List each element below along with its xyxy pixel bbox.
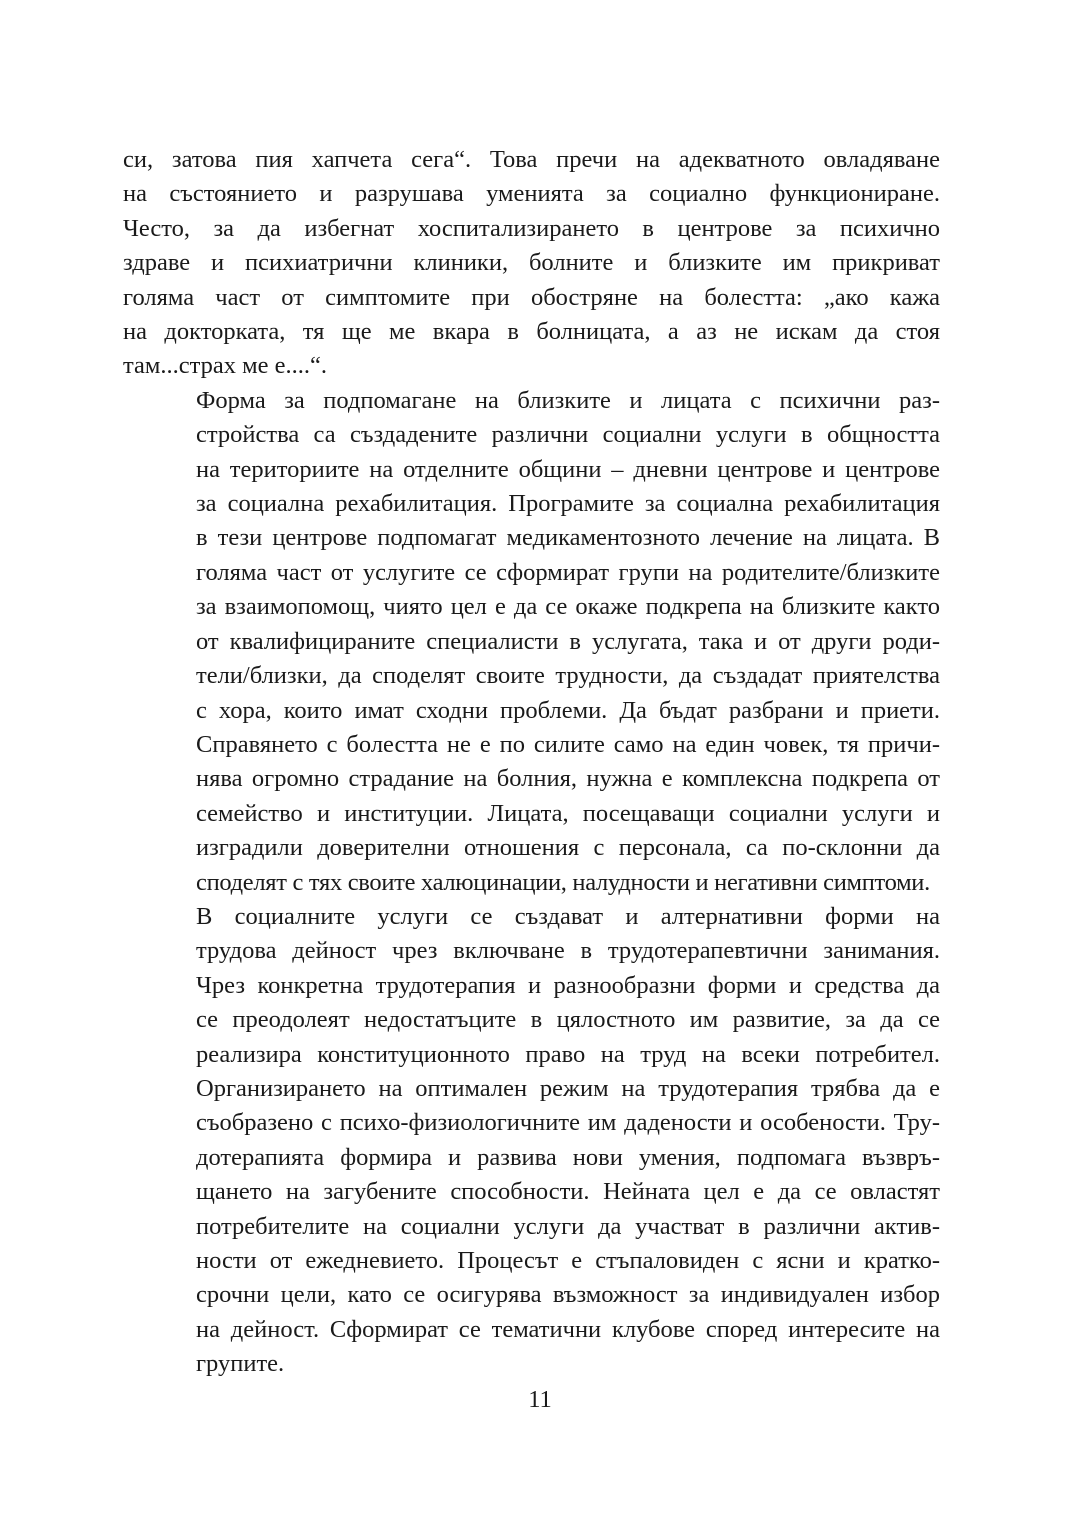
text-line: нява огромно страдание на болния, нужна е комплексна подкрепа от bbox=[196, 765, 940, 793]
text-line: В социалните услуги се създават и алтернативни форми на bbox=[196, 902, 940, 930]
text-line: стройства са създадените различни социални услуги в общността bbox=[196, 421, 940, 449]
text-line: ности от ежедневието. Процесът е стъпаловиден с ясни и кратко- bbox=[196, 1247, 940, 1274]
text-line: за взаимопомощ, чиято цел е да се окаже подкрепа на близките както bbox=[196, 593, 940, 621]
text-line: трудова дейност чрез включване в трудотерапевтични занимания. bbox=[196, 937, 940, 965]
text-line: се преодолеят недостатъците в цялостното им развитие, за да се bbox=[196, 1006, 940, 1034]
text-line: с хора, които имат сходни проблеми. Да бъдат разбрани и приети. bbox=[196, 696, 940, 724]
text-line: голяма част от симптомите при обостряне на болестта: „ако кажа bbox=[123, 283, 940, 311]
page-number: 11 bbox=[528, 1386, 552, 1413]
text-line: дотерапията формира и развива нови умения, подпомага възвръ- bbox=[196, 1143, 940, 1171]
body-text bbox=[123, 143, 940, 1382]
text-line: тели/близки, да споделят своите трудности, да създадат приятелства bbox=[196, 662, 940, 690]
text-line: щането на загубените способности. Нейната цел е да се овластят bbox=[196, 1178, 940, 1206]
text-line: на териториите на отделните общини – дневни центрове и центрове bbox=[196, 455, 940, 483]
text-line: от квалифицираните специалисти в услугата, така и от други роди- bbox=[196, 627, 940, 655]
text-line: семейство и институции. Лицата, посещаващи социални услуги и bbox=[196, 799, 940, 827]
text-line: за социална рехабилитация. Програмите за социална рехабилитация bbox=[196, 490, 940, 518]
text-line: там...страх ме е....“. bbox=[123, 352, 328, 380]
text-line: здраве и психиатрични клиники, болните и близките им прикриват bbox=[123, 249, 940, 277]
text-line: голяма част от услугите се сформират групи на родителите/близките bbox=[196, 558, 940, 586]
text-line: реализира конституционното право на труд на всеки потребител. bbox=[196, 1040, 940, 1068]
text-line: Форма за подпомагане на близките и лицата с психични раз- bbox=[196, 386, 940, 414]
paragraph bbox=[123, 384, 940, 900]
text-line: на състоянието и разрушава уменията за социално функциониране. bbox=[123, 180, 940, 208]
text-line: групите. bbox=[196, 1350, 285, 1378]
paragraph bbox=[123, 143, 940, 384]
text-line: Справянето с болестта не е по силите само на един човек, тя причи- bbox=[196, 730, 940, 758]
text-line: потребителите на социални услуги да участват в различни актив- bbox=[196, 1212, 940, 1240]
text-line: в тези центрове подпомагат медикаментозното лечение на лицата. В bbox=[196, 524, 940, 552]
text-line: Организирането на оптимален режим на трудотерапия трябва да е bbox=[196, 1074, 940, 1102]
text-line: Често, за да избегнат хоспитализирането в центрове за психично bbox=[123, 214, 940, 242]
text-line: изградили доверителни отношения с персонала, са по-склонни да bbox=[196, 834, 940, 862]
text-line: съобразено с психо-физиологичните им дадености и особености. Тру- bbox=[196, 1109, 940, 1137]
text-line: срочни цели, като се осигурява възможност за индивидуален избор bbox=[196, 1281, 940, 1309]
text-line: Чрез конкретна трудотерапия и разнообразни форми и средства да bbox=[196, 971, 940, 999]
paragraph bbox=[123, 900, 940, 1382]
text-line: си, затова пия хапчета сега“. Това пречи на адекватното овладяване bbox=[123, 146, 940, 173]
text-line: на докторката, тя ще ме вкара в болницата, а аз не искам да стоя bbox=[123, 318, 940, 346]
text-line: на дейност. Сформират се тематични клубове според интересите на bbox=[196, 1315, 940, 1343]
text-line: споделят с тях своите халюцинации, налудности и негативни симптоми. bbox=[196, 868, 930, 896]
